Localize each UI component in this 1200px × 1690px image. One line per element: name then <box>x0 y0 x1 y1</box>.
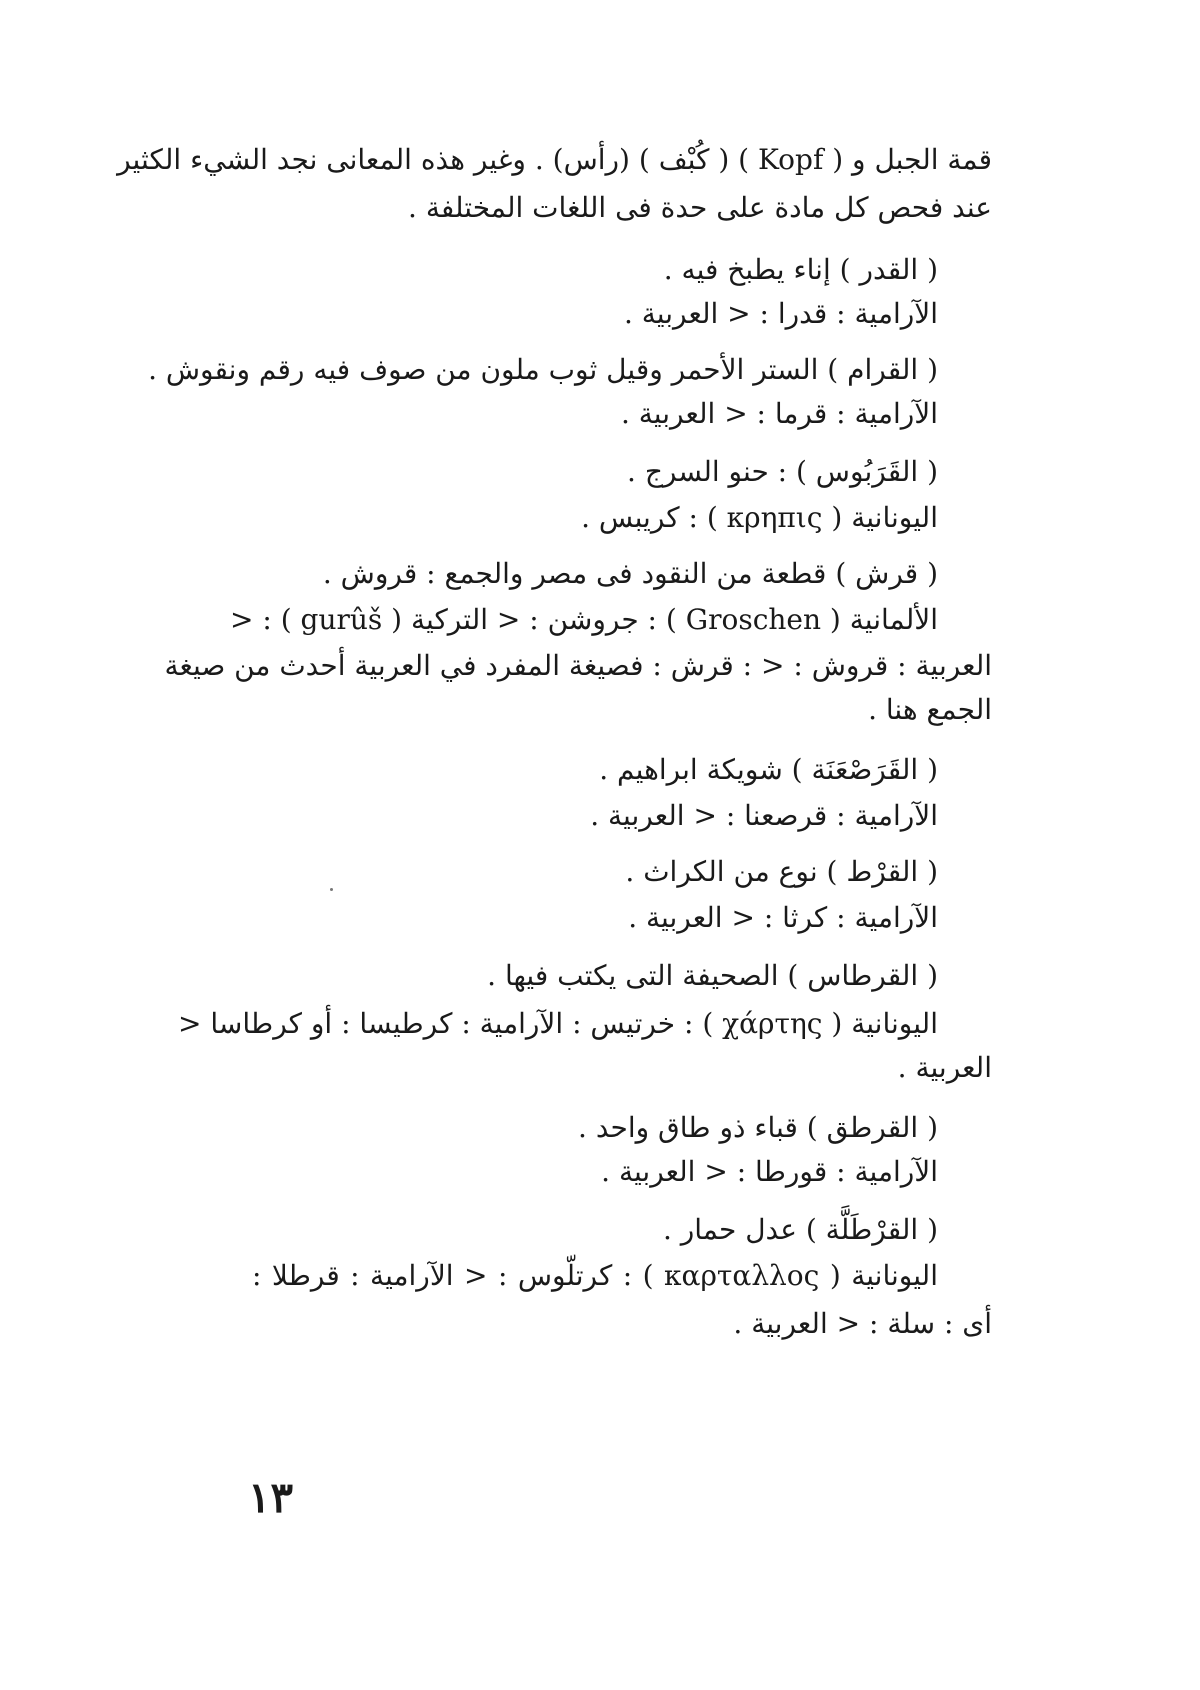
entry-etymology: الألمانية ( Groschen ) : جروشن : < التركية ( gurûš ) : < <box>230 603 938 636</box>
entry-headword: ( قرش ) قطعة من النقود فى مصر والجمع : قروش . <box>322 557 938 590</box>
entry-etymology-continuation: أى : سلة : < العربية . <box>733 1307 992 1340</box>
entry-etymology: الآرامية : قدرا : < العربية . <box>623 297 938 330</box>
entry-headword: ( القرْطَلَّة ) عدل حمار . <box>662 1213 938 1246</box>
entry-headword: ( القرام ) الستر الأحمر وقيل ثوب ملون من صوف فيه رقم ونقوش . <box>148 353 938 386</box>
entry-headword: ( القَرَصْعَنَة ) شويكة ابراهيم . <box>599 753 938 786</box>
entry-etymology-continuation: العربية . <box>897 1051 992 1084</box>
entry-headword: ( القرْط ) نوع من الكراث . <box>625 855 938 888</box>
intro-line-1: قمة الجبل و ( Kopf ) ( كُبْف ) (رأس) . وغير هذه المعانى نجد الشيء الكثير <box>117 143 992 176</box>
entry-headword: ( القَرَبُوس ) : حنو السرج . <box>627 455 938 488</box>
entry-headword: ( القرطاس ) الصحيفة التى يكتب فيها . <box>487 959 938 992</box>
entry-etymology: الآرامية : قرما : < العربية . <box>620 397 938 430</box>
entry-etymology-continuation: العربية : قروش : < : قرش : فصيغة المفرد في العربية أحدث من صيغة <box>164 649 992 682</box>
entry-etymology-continuation: الجمع هنا . <box>868 693 992 726</box>
entry-etymology: اليونانية ( καρταλλος ) : كرتلّوس : < الآرامية : قرطلا : <box>252 1259 938 1292</box>
entry-etymology: اليونانية ( χάρτης ) : خرتيس : الآرامية : كرطيسا : أو كرطاسا < <box>178 1007 938 1040</box>
entry-etymology: الآرامية : قورطا : < العربية . <box>601 1155 938 1188</box>
page-number: ١٣ <box>248 1473 294 1522</box>
entry-etymology: الآرامية : كرثا : < العربية . <box>628 901 938 934</box>
intro-line-2: عند فحص كل مادة على حدة فى اللغات المختلفة . <box>408 191 992 224</box>
entry-etymology: الآرامية : قرصعنا : < العربية . <box>590 799 938 832</box>
entry-headword: ( القدر ) إناء يطبخ فيه . <box>663 253 938 286</box>
entry-headword: ( القرطق ) قباء ذو طاق واحد . <box>578 1111 938 1144</box>
entry-etymology: اليونانية ( κρηπις ) : كريبس . <box>581 501 938 534</box>
